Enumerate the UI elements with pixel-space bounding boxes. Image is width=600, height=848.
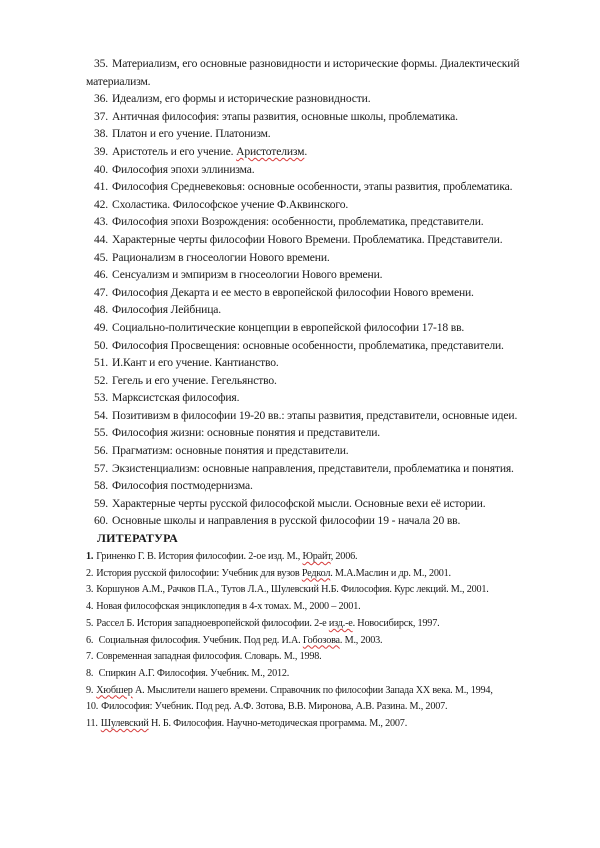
- reference-number: 3.: [86, 584, 94, 596]
- question-number: 36.: [94, 92, 109, 106]
- reference-item: [86, 666, 566, 683]
- question-text: Марксистская философия.: [112, 391, 240, 405]
- question-item: [86, 477, 564, 495]
- question-number: 39.: [94, 144, 109, 158]
- question-text: Сенсуализм и эмпиризм в гносеологии Нового времени.: [112, 268, 383, 282]
- question-item: [86, 495, 564, 513]
- question-text: Философия Просвещения: основные особенности, проблематика, представители.: [112, 338, 504, 352]
- spellcheck-flagged-word: изд.-е: [328, 617, 353, 629]
- question-number: 38.: [94, 127, 109, 141]
- reference-text: Философия: Учебник. Под ред. А.Ф. Зотова, В.В. Миронова, А.В. Разина. М., 2007.: [101, 701, 448, 713]
- question-text: Гегель и его учение. Гегельянство.: [112, 373, 277, 387]
- question-number: 44.: [94, 232, 109, 246]
- reference-number: 10.: [86, 701, 99, 713]
- question-text: Философия Декарта и ее место в европейской философии Нового времени.: [112, 285, 474, 299]
- reference-number: 1.: [86, 551, 94, 562]
- exam-questions-list: [86, 55, 564, 530]
- question-item: [86, 231, 564, 249]
- question-number: 46.: [94, 268, 109, 282]
- question-text: Аристотель и его учение.: [112, 144, 237, 158]
- reference-text-tail: . Новосибирск, 1997.: [352, 617, 440, 629]
- spellcheck-flagged-word: Аристотелизм: [236, 144, 305, 158]
- question-item: [86, 178, 564, 196]
- question-item: [86, 284, 564, 302]
- question-number: 43.: [94, 215, 109, 229]
- question-text: Экзистенциализм: основные направления, представители, проблематика и понятия.: [112, 461, 514, 475]
- question-number: 49.: [94, 320, 109, 334]
- reference-text-tail: . М.А.Маслин и др. М., 2001.: [330, 567, 451, 579]
- question-text-tail: .: [304, 144, 308, 158]
- reference-item: [86, 683, 566, 700]
- question-number: 47.: [94, 285, 109, 299]
- question-text: Философия Средневековья: основные особенности, этапы развития, проблематика.: [112, 180, 513, 194]
- reference-number: 7.: [86, 651, 94, 663]
- question-item: [86, 354, 564, 372]
- reference-text: Новая философская энциклопедия в 4-х томах. М., 2000 – 2001.: [96, 601, 361, 613]
- reference-item: [86, 699, 566, 716]
- question-text: Характерные черты философии Нового Времени. Проблематика. Представители.: [112, 232, 503, 246]
- question-item: [86, 90, 564, 108]
- question-number: 57.: [94, 461, 109, 475]
- question-item: [86, 266, 564, 284]
- spellcheck-flagged-word: Шулевский: [100, 718, 149, 730]
- question-text: И.Кант и его учение. Кантианство.: [112, 356, 279, 370]
- question-text: Социально-политические концепции в европейской философии 17-18 вв.: [112, 320, 465, 334]
- question-item: [86, 249, 564, 267]
- question-item: [86, 196, 564, 214]
- reference-text: История русской философии: Учебник для вузов: [96, 567, 302, 579]
- reference-item: [86, 616, 566, 633]
- reference-text-tail: , 2006.: [330, 551, 358, 562]
- literature-list: [86, 549, 566, 733]
- question-number: 53.: [94, 391, 109, 405]
- question-item: [86, 161, 564, 179]
- spellcheck-flagged-word: Гобозова: [302, 634, 340, 646]
- reference-text: Социальная философия. Учебник. Под ред. И.А.: [96, 634, 303, 646]
- question-number: 59.: [94, 496, 109, 510]
- question-number: 58.: [94, 479, 109, 493]
- reference-item: [86, 599, 566, 616]
- reference-text: Коршунов А.М., Рачков П.А., Тутов Л.А., Шулевский Н.Б. Философия. Курс лекций. М., 2001.: [96, 584, 489, 596]
- question-number: 35.: [94, 57, 109, 70]
- reference-number: 6.: [86, 634, 94, 646]
- question-text: Прагматизм: основные понятия и представители.: [112, 444, 349, 458]
- question-number: 41.: [94, 180, 109, 194]
- reference-number: 8.: [86, 667, 94, 679]
- literature-heading: ЛИТЕРАТУРА: [97, 531, 178, 545]
- question-text: Античная философия: этапы развития, основные школы, проблематика.: [112, 109, 458, 123]
- question-text: Позитивизм в философии 19-20 вв.: этапы развития, представители, основные идеи.: [112, 408, 518, 422]
- reference-text: Спиркин А.Г. Философия. Учебник. М., 2012.: [96, 667, 290, 679]
- question-number: 60.: [94, 514, 109, 528]
- reference-item: [86, 649, 566, 666]
- reference-item: [86, 633, 566, 650]
- question-number: 51.: [94, 356, 109, 370]
- question-item: [86, 125, 564, 143]
- reference-number: 5.: [86, 617, 94, 629]
- question-text: Идеализм, его формы и исторические разновидности.: [112, 92, 371, 106]
- reference-number: 4.: [86, 601, 94, 613]
- question-number: 52.: [94, 373, 109, 387]
- reference-item: [86, 549, 566, 566]
- question-text: Философия эпохи Возрождения: особенности, проблематика, представители.: [112, 215, 484, 229]
- question-text: Основные школы и направления в русской философии 19 - начала 20 вв.: [112, 514, 461, 528]
- question-number: 42.: [94, 197, 109, 211]
- question-text: Материализм, его основные разновидности и исторические формы. Диалектический материализм.: [86, 57, 520, 88]
- question-text: Философия постмодернизма.: [112, 479, 253, 493]
- reference-number: 9.: [86, 684, 94, 696]
- reference-text-tail: . М., 2003.: [339, 634, 383, 646]
- question-item: [86, 55, 564, 90]
- question-text: Философия эпохи эллинизма.: [112, 162, 255, 176]
- question-number: 40.: [94, 162, 109, 176]
- question-number: 56.: [94, 444, 109, 458]
- question-number: 55.: [94, 426, 109, 440]
- question-text: Рационализм в гносеологии Нового времени.: [112, 250, 330, 264]
- question-item: [86, 442, 564, 460]
- reference-item: [86, 566, 566, 583]
- question-number: 45.: [94, 250, 109, 264]
- spellcheck-flagged-word: Хюбшер: [96, 684, 133, 696]
- spellcheck-flagged-word: Редкол: [301, 567, 331, 579]
- reference-text: Рассел Б. История западноевропейской философии. 2-е: [96, 617, 329, 629]
- question-item: [86, 407, 564, 425]
- question-text: Платон и его учение. Платонизм.: [112, 127, 271, 141]
- reference-text-tail: А. Мыслители нашего времени. Справочник по философии Запада XX века. М., 1994,: [132, 684, 493, 696]
- question-item: [86, 213, 564, 231]
- reference-item: [86, 716, 566, 733]
- question-number: 37.: [94, 109, 109, 123]
- question-text: Философия жизни: основные понятия и представители.: [112, 426, 381, 440]
- reference-item: [86, 582, 566, 599]
- question-item: [86, 372, 564, 390]
- question-item: [86, 424, 564, 442]
- question-item: [86, 108, 564, 126]
- reference-text: Гриненко Г. В. История философии. 2-ое изд. М.,: [96, 551, 303, 562]
- question-item: [86, 337, 564, 355]
- question-number: 50.: [94, 338, 109, 352]
- reference-number: 2.: [86, 567, 94, 579]
- question-item: [86, 301, 564, 319]
- reference-number: 11.: [86, 718, 98, 730]
- question-item: [86, 389, 564, 407]
- question-text: Схоластика. Философское учение Ф.Аквинского.: [112, 197, 349, 211]
- question-item: [86, 512, 564, 530]
- question-text: Философия Лейбница.: [112, 303, 222, 317]
- question-item: [86, 319, 564, 337]
- question-text: Характерные черты русской философской мысли. Основные вехи её истории.: [112, 496, 486, 510]
- question-number: 54.: [94, 408, 109, 422]
- question-item: [86, 143, 564, 161]
- reference-text-tail: Н. Б. Философия. Научно-методическая программа. М., 2007.: [148, 718, 408, 730]
- question-number: 48.: [94, 303, 109, 317]
- question-item: [86, 460, 564, 478]
- reference-text: Современная западная философия. Словарь. М., 1998.: [96, 651, 322, 663]
- spellcheck-flagged-word: Юрайт: [302, 551, 331, 562]
